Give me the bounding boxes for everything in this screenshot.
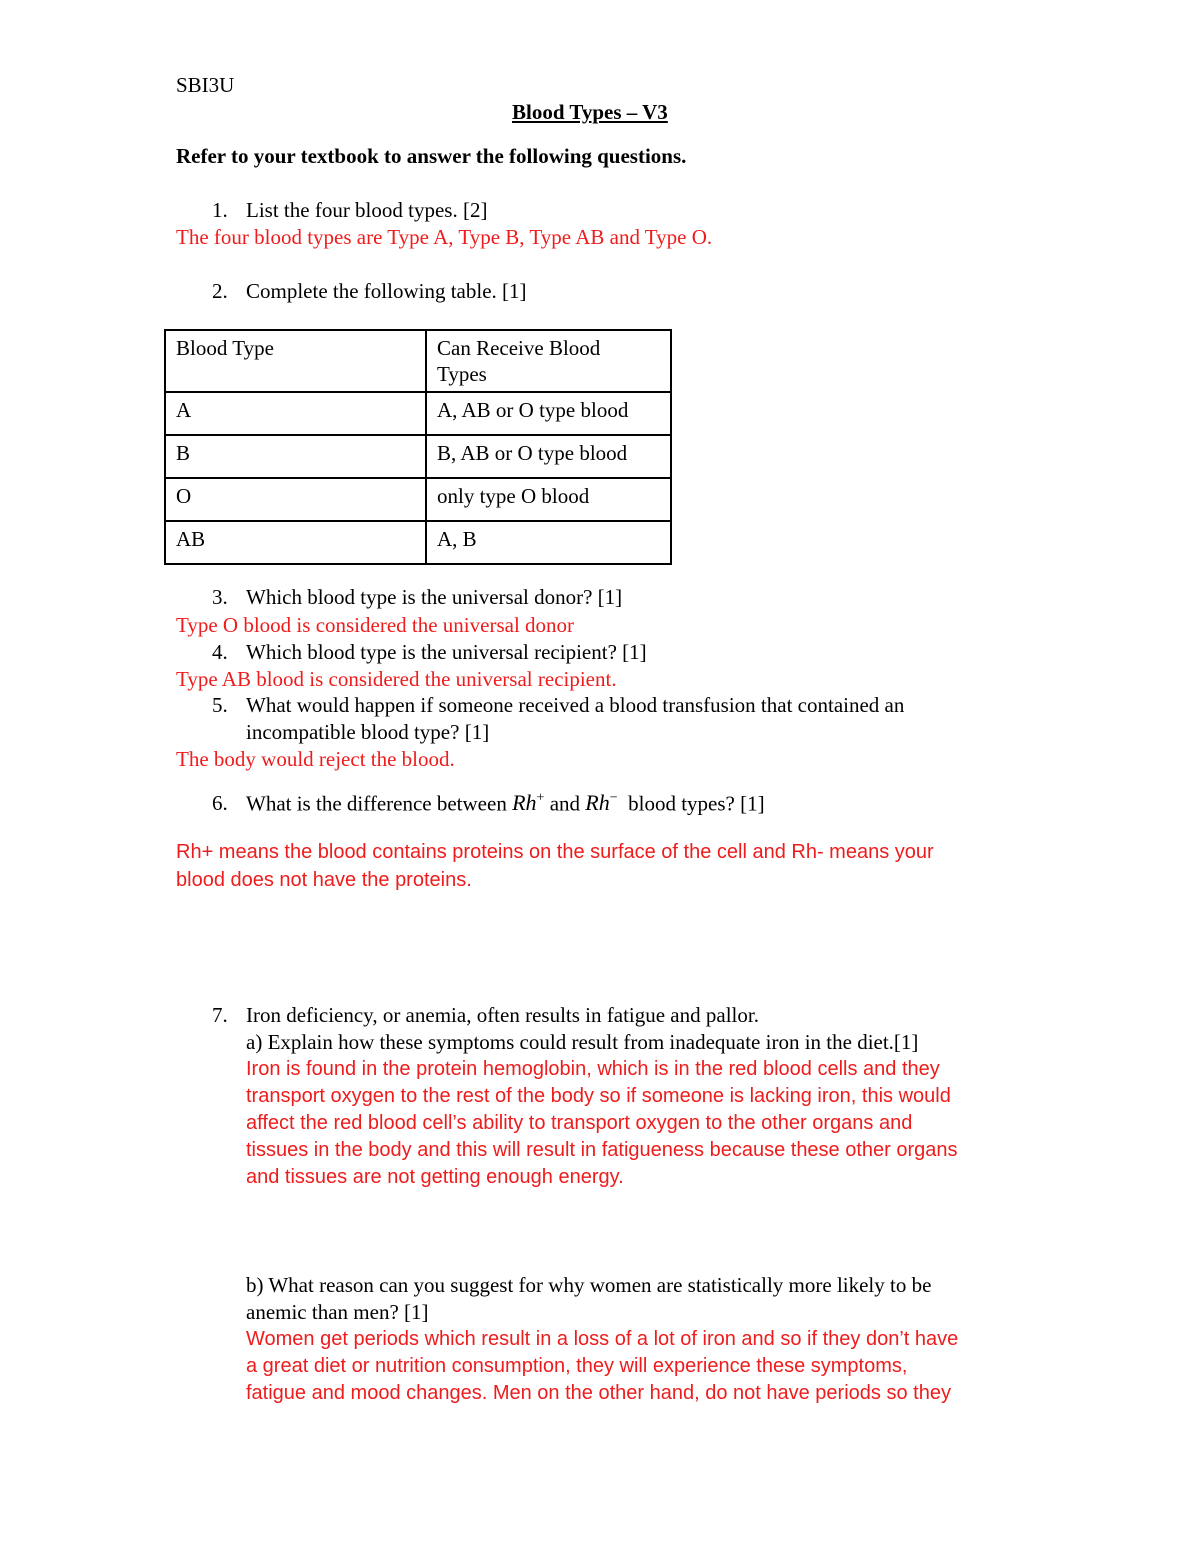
question-7a: a) Explain how these symptoms could result from inadequate iron in the diet.[1] — [246, 1030, 919, 1054]
question-7 — [212, 1002, 759, 1029]
rh-negative-symbol — [585, 790, 617, 815]
question-6-text-after: blood types? [1] — [628, 791, 765, 816]
instruction-text: Refer to your textbook to answer the following questions. — [176, 144, 687, 168]
rh-base: Rh — [512, 790, 537, 816]
answer-7b-line2: a great diet or nutrition consumption, they will experience these symptoms, — [246, 1355, 908, 1377]
question-7-text: Iron deficiency, or anemia, often results in fatigue and pallor. — [246, 1003, 759, 1027]
blood-type-table — [164, 329, 672, 565]
answer-3: Type O blood is considered the universal donor — [176, 613, 575, 637]
answer-1: The four blood types are Type A, Type B, Type AB and Type O. — [176, 225, 713, 249]
question-7b-line2: anemic than men? [1] — [246, 1300, 429, 1324]
answer-6-line2: blood does not have the proteins. — [176, 869, 472, 891]
question-2-text: Complete the following table. [1] — [246, 279, 527, 303]
table-cell-type: B — [165, 435, 426, 478]
answer-7b-line1: Women get periods which result in a loss of a lot of iron and so if they don’t have — [246, 1328, 959, 1350]
table-header-can-receive-line1: Can Receive Blood — [437, 336, 601, 360]
table-cell-receives: only type O blood — [426, 478, 671, 521]
question-3-text: Which blood type is the universal donor? [1] — [246, 585, 623, 609]
question-4 — [212, 639, 647, 666]
question-4-text: Which blood type is the universal recipient? [1] — [246, 640, 647, 664]
question-1-text: List the four blood types. [2] — [246, 198, 488, 222]
table-header-row — [165, 330, 671, 392]
question-6-text-before: What is the difference between — [246, 791, 507, 816]
table-cell-type: AB — [165, 521, 426, 564]
table-cell-receives: B, AB or O type blood — [426, 435, 671, 478]
table-cell-type: O — [165, 478, 426, 521]
question-6-number: 6. — [212, 791, 228, 816]
question-3-number: 3. — [212, 585, 228, 609]
table-header-can-receive — [426, 330, 671, 392]
table-cell-receives: A, B — [426, 521, 671, 564]
table-header-blood-type: Blood Type — [165, 330, 426, 392]
page-title: Blood Types – V3 — [512, 100, 668, 124]
answer-7a-line1: Iron is found in the protein hemoglobin, which is in the red blood cells and they — [246, 1058, 940, 1080]
question-7-number: 7. — [212, 1003, 228, 1027]
table-cell-receives: A, AB or O type blood — [426, 392, 671, 435]
question-5 — [212, 692, 904, 719]
table-row — [165, 392, 671, 435]
table-row — [165, 478, 671, 521]
question-5-text-line1: What would happen if someone received a blood transfusion that contained an — [246, 693, 905, 717]
rh-plus-sign: + — [536, 791, 545, 806]
table-header-can-receive-line2: Types — [437, 362, 487, 386]
question-2-number: 2. — [212, 279, 228, 303]
rh-base: Rh — [585, 790, 610, 816]
answer-5: The body would reject the blood. — [176, 747, 455, 771]
course-code: SBI3U — [176, 73, 235, 97]
question-6 — [212, 785, 765, 817]
rh-minus-sign: − — [609, 791, 618, 806]
question-7b-line1: b) What reason can you suggest for why women are statistically more likely to be — [246, 1273, 932, 1297]
answer-7a-line2: transport oxygen to the rest of the body so if someone is lacking iron, this would — [246, 1085, 951, 1107]
question-6-text-and: and — [549, 791, 581, 816]
table-cell-type: A — [165, 392, 426, 435]
question-3 — [212, 584, 622, 611]
question-1-number: 1. — [212, 198, 228, 222]
rh-positive-symbol — [512, 790, 544, 815]
answer-7a-line5: and tissues are not getting enough energy. — [246, 1166, 624, 1188]
question-2 — [212, 278, 527, 305]
table-row — [165, 521, 671, 564]
answer-7b-line3: fatigue and mood changes. Men on the other hand, do not have periods so they — [246, 1382, 951, 1404]
answer-4: Type AB blood is considered the universal recipient. — [176, 667, 617, 691]
answer-7a-line3: affect the red blood cell’s ability to transport oxygen to the other organs and — [246, 1112, 913, 1134]
question-5-number: 5. — [212, 693, 228, 717]
question-4-number: 4. — [212, 640, 228, 664]
answer-6-line1: Rh+ means the blood contains proteins on the surface of the cell and Rh- means your — [176, 841, 934, 863]
question-5-text-line2: incompatible blood type? [1] — [246, 720, 490, 744]
question-1 — [212, 197, 487, 224]
answer-7a-line4: tissues in the body and this will result in fatigueness because these other organs — [246, 1139, 958, 1161]
table-row — [165, 435, 671, 478]
